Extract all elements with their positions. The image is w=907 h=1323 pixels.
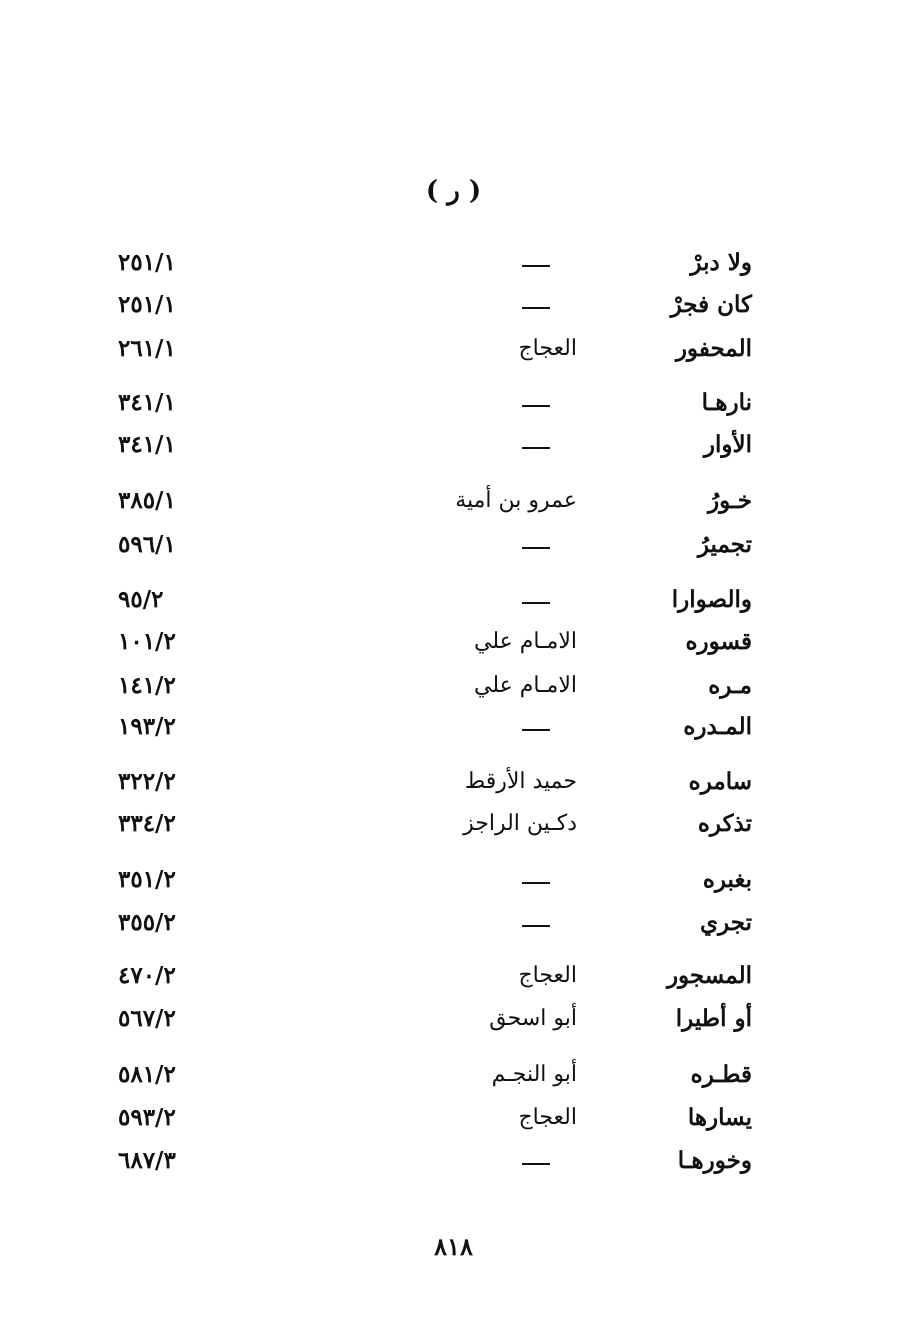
rhyme-word: المحفور <box>675 335 752 362</box>
rhyme-word: ولا دبرْ <box>690 249 752 276</box>
poet-dash <box>522 405 550 407</box>
volume-page-ref: ١٤١/٢ <box>118 672 176 699</box>
poet-name: العجاج <box>518 336 577 361</box>
index-row <box>0 383 907 423</box>
volume-page-ref: ٤٧٠/٢ <box>118 962 176 989</box>
rhyme-word: قطـره <box>690 1061 752 1088</box>
poet-name: العجاج <box>518 963 577 988</box>
index-row <box>0 804 907 844</box>
rhyme-word: كان فجرْ <box>670 291 752 318</box>
poet-name: عمرو بن أمية <box>455 488 577 513</box>
rhyme-word: سامره <box>688 768 752 795</box>
poet-dash <box>522 265 550 267</box>
volume-page-ref: ٣٨٥/١ <box>118 487 176 514</box>
index-row <box>0 525 907 565</box>
poet-name: الامـام علي <box>474 673 577 698</box>
volume-page-ref: ٥٨١/٢ <box>118 1061 176 1088</box>
poet-name: العجاج <box>518 1105 577 1130</box>
volume-page-ref: ٣٤١/١ <box>118 431 176 458</box>
rhyme-word: الأوار <box>703 431 752 458</box>
index-row <box>0 481 907 521</box>
volume-page-ref: ٣٥٥/٢ <box>118 909 176 936</box>
volume-page-ref: ٩٥/٢ <box>118 586 164 613</box>
rhyme-word: خـورُ <box>708 487 752 514</box>
index-row <box>0 243 907 283</box>
index-row <box>0 903 907 943</box>
poet-name: أبو النجـم <box>491 1062 577 1087</box>
poet-name: أبو اسحق <box>489 1006 577 1031</box>
volume-page-ref: ٢٥١/١ <box>118 249 176 276</box>
volume-page-ref: ٣٢٢/٢ <box>118 768 176 795</box>
volume-page-ref: ٥٦٧/٢ <box>118 1005 176 1032</box>
poet-dash <box>522 729 550 731</box>
poet-dash <box>522 602 550 604</box>
rhyme-word: والصوارا <box>671 586 752 613</box>
index-row <box>0 1055 907 1095</box>
index-row <box>0 666 907 706</box>
rhyme-word: تجميرُ <box>697 531 752 558</box>
poet-dash <box>522 925 550 927</box>
poet-dash <box>522 307 550 309</box>
index-row <box>0 425 907 465</box>
index-row <box>0 622 907 662</box>
volume-page-ref: ٢٥١/١ <box>118 291 176 318</box>
index-row <box>0 580 907 620</box>
rhyme-word: بغبره <box>702 866 752 893</box>
index-row <box>0 860 907 900</box>
index-row <box>0 956 907 996</box>
index-row <box>0 1141 907 1181</box>
volume-page-ref: ٦٨٧/٣ <box>118 1147 176 1174</box>
rhyme-word: تجري <box>700 909 752 936</box>
index-row <box>0 707 907 747</box>
rhyme-word: نارهـا <box>701 389 752 416</box>
page-number: ٨١٨ <box>434 1232 473 1261</box>
rhyme-word: وخورهـا <box>677 1147 752 1174</box>
volume-page-ref: ٥٩٣/٢ <box>118 1104 176 1131</box>
volume-page-ref: ١٠١/٢ <box>118 628 176 655</box>
poet-name: الامـام علي <box>474 629 577 654</box>
volume-page-ref: ٥٩٦/١ <box>118 531 176 558</box>
poet-dash <box>522 547 550 549</box>
index-row <box>0 999 907 1039</box>
volume-page-ref: ٣٥١/٢ <box>118 866 176 893</box>
index-row <box>0 285 907 325</box>
volume-page-ref: ٣٣٤/٢ <box>118 810 176 837</box>
poet-dash <box>522 447 550 449</box>
index-row <box>0 762 907 802</box>
poet-name: حميد الأرقط <box>464 769 577 794</box>
volume-page-ref: ٣٤١/١ <box>118 389 176 416</box>
poet-name: دكـين الراجز <box>463 811 577 836</box>
section-heading: ( ر ) <box>425 176 482 206</box>
rhyme-word: قسوره <box>685 628 752 655</box>
volume-page-ref: ٢٦١/١ <box>118 335 176 362</box>
poet-dash <box>522 882 550 884</box>
rhyme-word: يسارها <box>687 1104 752 1131</box>
rhyme-word: أو أطيرا <box>675 1005 752 1032</box>
rhyme-word: المـدره <box>683 713 752 740</box>
poet-dash <box>522 1163 550 1165</box>
index-row <box>0 329 907 369</box>
volume-page-ref: ١٩٣/٢ <box>118 713 176 740</box>
index-row <box>0 1098 907 1138</box>
rhyme-word: مـره <box>708 672 752 699</box>
rhyme-word: المسجور <box>666 962 752 989</box>
rhyme-word: تذكره <box>697 810 752 837</box>
